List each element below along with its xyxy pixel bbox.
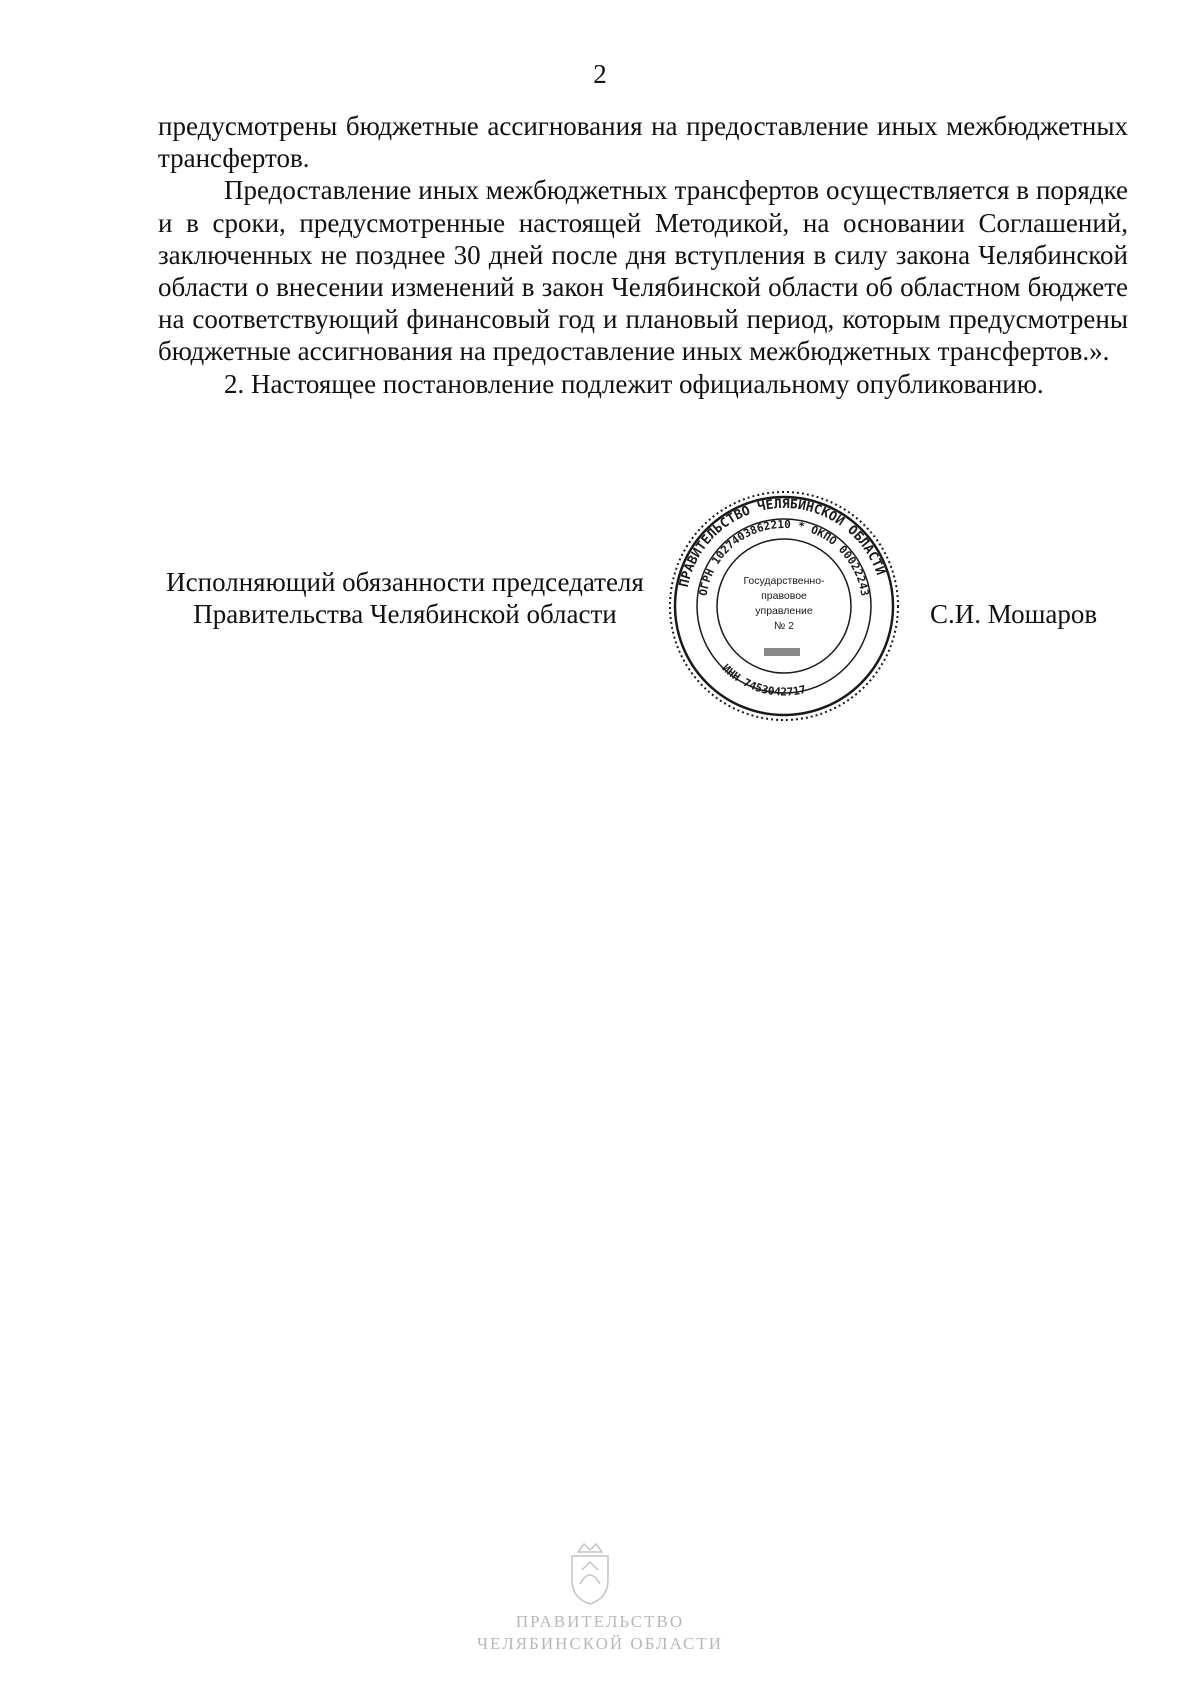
paragraph-continuation: предусмотрены бюджетные ассигнования на предоставление иных межбюджетных трансфертов.	[158, 111, 1128, 174]
official-seal-stamp	[666, 488, 902, 724]
seal-smudge	[764, 648, 800, 656]
footer-watermark-line1: ПРАВИТЕЛЬСТВО	[515, 1612, 685, 1631]
seal-center-line3: управление	[755, 605, 813, 617]
seal-center-line2: правовое	[761, 590, 807, 602]
signer-title-line2: Правительства Челябинской области	[193, 599, 617, 629]
seal-inner-ring-text: ОГРН 1027403862210 * ОКПО 00022243	[696, 517, 872, 597]
signer-name: С.И. Мошаров	[930, 599, 1098, 629]
coat-of-arms-icon	[560, 1540, 620, 1606]
paragraph-publication: 2. Настоящее постановление подлежит официальному опубликованию.	[224, 368, 1044, 399]
seal-outer-text: ПРАВИТЕЛЬСТВО ЧЕЛЯБИНСКОЙ ОБЛАСТИ	[676, 496, 888, 589]
signer-title-line1: Исполняющий обязанности председателя	[166, 567, 644, 597]
seal-center-line1: Государственно-	[743, 575, 825, 587]
seal-bottom-text: ИНН 7453042717	[719, 661, 808, 699]
paragraph-provision: Предоставление иных межбюджетных трансфертов осуществляется в порядке и в сроки, предусмотренные настоящей Методикой, на основании Соглашений, заключенных не позднее 30 дней после дня вступления в силу закона Челябинской области о внесении изменений в закон Челябинской области об областном бюджете на соответствующий финансовый год и плановый период, которым предусмотрены бюджетные ассигнования на предоставление иных межбюджетных трансфертов.».	[158, 175, 1128, 367]
document-body	[158, 110, 1128, 400]
seal-center-line4: № 2	[773, 620, 795, 632]
page-number: 2	[593, 59, 607, 89]
footer-watermark-line2: ЧЕЛЯБИНСКОЙ ОБЛАСТИ	[476, 1634, 724, 1653]
signer-title	[150, 566, 660, 630]
